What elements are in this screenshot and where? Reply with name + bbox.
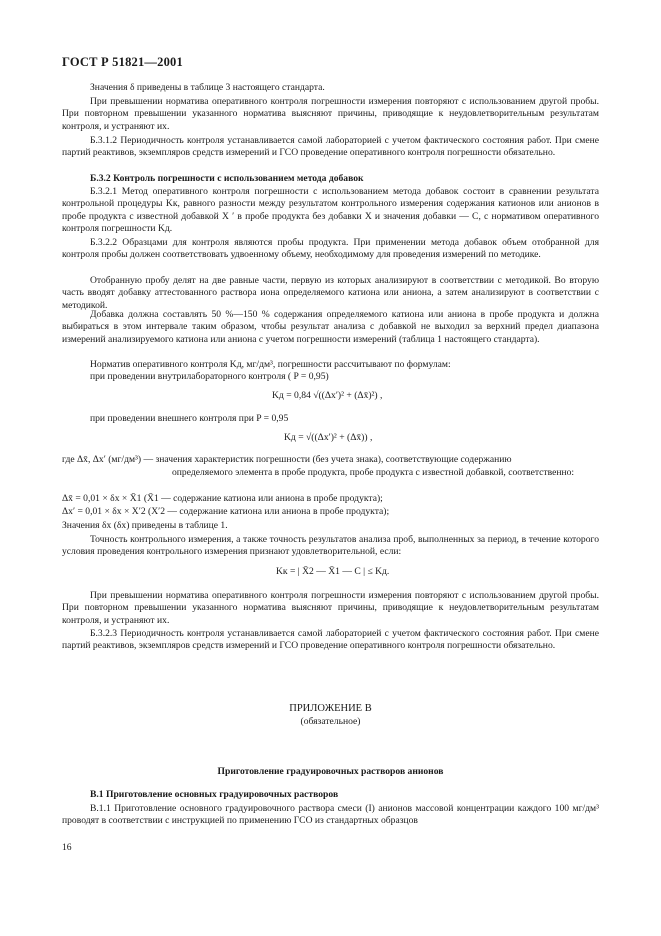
section-heading: Б.3.2 Контроль погрешности с использованием метода добавок [90,173,364,184]
paragraph: Значения δ приведены в таблице 3 настоящего стандарта. [90,82,325,93]
paragraph: Добавка должна составлять 50 %—150 % содержания определяемого катиона или аниона в пробе продукта и должна выбираться в этом интервале таким образом, чтобы результат анализа с добавкой не выходил за верхний предел диапазона измерений анализируемого катиона или аниона с учетом погрешности измерений (таблица 1 настоящего стандарта). [62,309,599,345]
paragraph: при проведении внешнего контроля при P = 0,95 [90,413,289,424]
appendix-title: ПРИЛОЖЕНИЕ В [289,703,372,714]
paragraph: При превышении норматива оперативного контроля погрешности измерения повторяют с использованием другой пробы. При повторном превышении указанного норматива выясняют причины, приводящие к неудовлетворительным результатам контроля, и устраняют их. [62,590,599,626]
paragraph: Б.3.2.2 Образцами для контроля являются пробы продукта. При применении метода добавок объем отобранной для контроля пробы должен соответствовать удвоенному объему, необходимому для проведения измерений по методике. [62,237,599,261]
appendix-heading: Приготовление градуировочных растворов анионов [217,766,444,777]
paragraph: Б.3.1.2 Периодичность контроля устанавливается самой лабораторией с учетом фактического состояния работ. При смене партий реактивов, экземпляров средств измерений и ГСО проведение оперативного контроля погрешности обязательно. [62,135,599,159]
paragraph: Отобранную пробу делят на две равные части, первую из которых анализируют в соответствии с методикой. Во вторую часть вводят добавку аттестованного раствора иона определяемого катиона или аниона, а затем анализируют в соответствии с методикой. [62,275,599,311]
appendix-subtitle: (обязательное) [300,716,361,727]
formula-external-control: Kд = √((Δx′)² + (Δx̄)) , [284,432,373,443]
paragraph: Б.3.2.1 Метод оперативного контроля погрешности с использованием метода добавок состоит в сравнении результата контрольной процедуры Kк, равного разности между результатом контрольного измерения содержания катионов или анионов в пробе продукта с известной добавкой X ′ в пробе продукта без добавки X и значения добавки — C, с нормативом оперативного контроля погрешности Kд. [62,186,599,235]
formula-line: Δx̄ = 0,01 × δx × X̄1 (X̄1 — содержание катиона или аниона в пробе продукта); [62,493,383,504]
paragraph: Точность контрольного измерения, а также точность результатов анализа проб, выполненных за период, в течение которого условия проведения контрольного измерения признают удовлетворительной, если: [62,534,599,558]
paragraph: Значения δx (δx) приведены в таблице 1. [62,520,228,531]
paragraph: В.1.1 Приготовление основного градуировочного раствора смеси (I) анионов массовой концентрации каждого 100 мг/дм³ проводят в соответствии с инструкцией по применению ГСО из стандартных образцов [62,803,599,827]
paragraph: определяемого элемента в пробе продукта, пробе продукта с известной добавкой, соответственно: [172,467,575,478]
document-header: ГОСТ Р 51821—2001 [62,55,183,69]
formula-internal-control: Kд = 0,84 √((Δx′)² + (Δx̄)²) , [272,390,383,401]
paragraph: Б.3.2.3 Периодичность контроля устанавливается самой лабораторией с учетом фактического состояния работ. При смене партий реактивов, экземпляров средств измерений и ГСО проведение оперативного контроля погрешности обязательно. [62,628,599,652]
paragraph: где Δx̄, Δx′ (мг/дм³) — значения характеристик погрешности (без учета знака), соответствующие содержанию [62,454,512,465]
paragraph: при проведении внутрилабораторного контроля ( P = 0,95) [90,371,329,382]
paragraph: При превышении норматива оперативного контроля погрешности измерения повторяют с использованием другой пробы. При повторном превышении указанного норматива выясняют причины, приводящие к неудовлетворительным результатам контроля, и устраняют их. [62,96,599,132]
formula-control-result: Kк = | X̄2 — X̄1 — C | ≤ Kд. [276,566,390,577]
page-number: 16 [62,842,72,853]
paragraph: Норматив оперативного контроля Kд, мг/дм³, погрешности рассчитывают по формулам: [90,359,451,370]
formula-line: Δx′ = 0,01 × δx × X′2 (X′2 — содержание катиона или аниона в пробе продукта); [62,506,390,517]
section-heading: В.1 Приготовление основных градуировочных растворов [90,789,339,800]
